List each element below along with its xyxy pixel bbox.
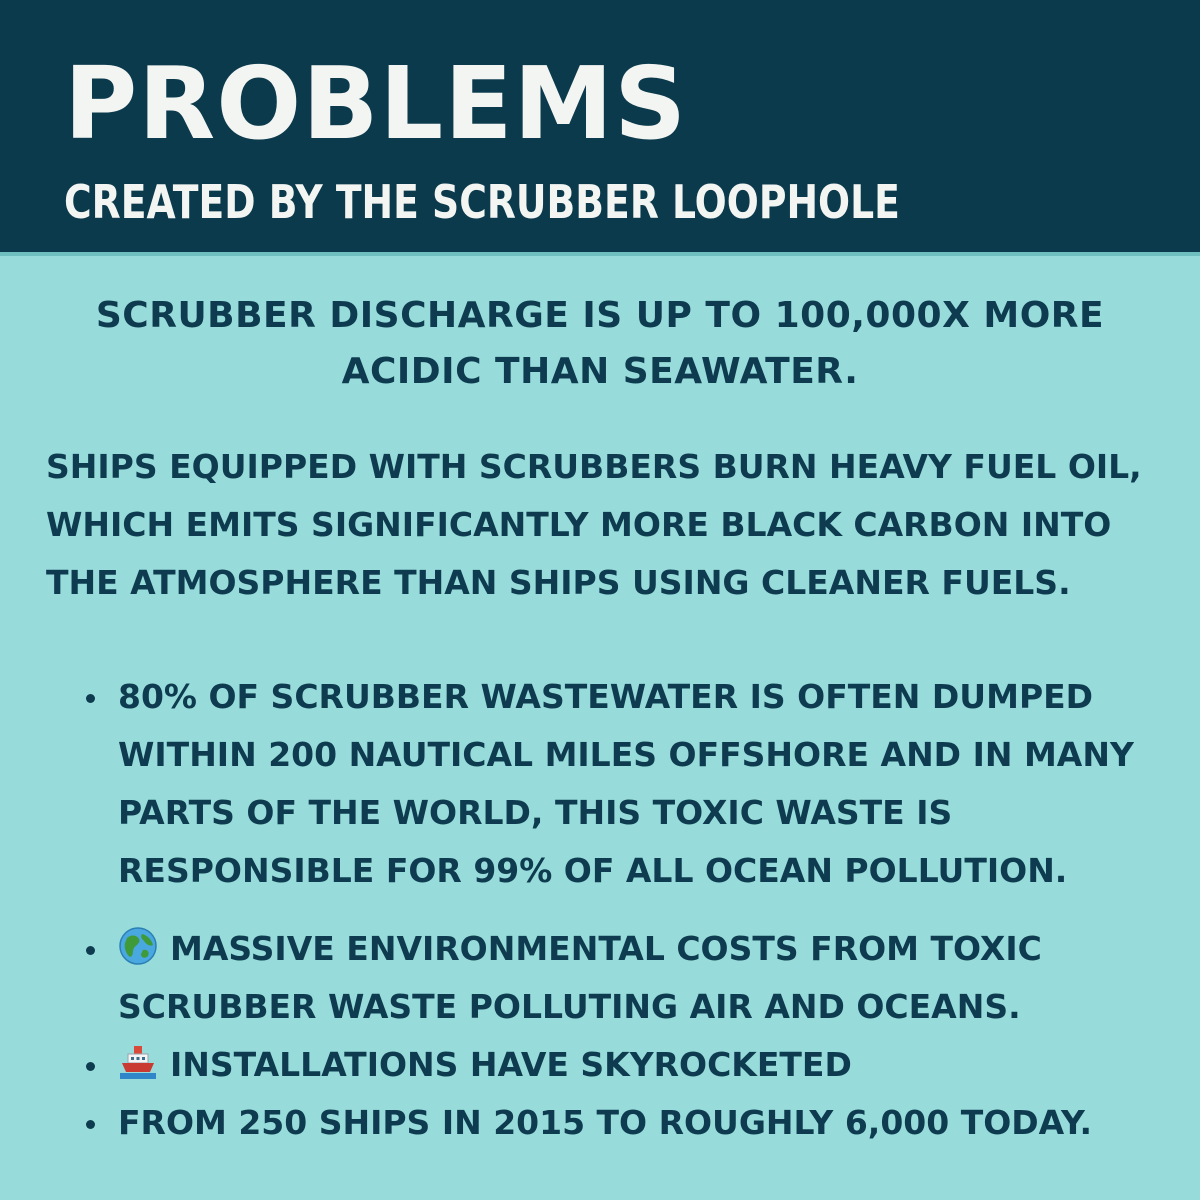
lead-line: ACIDIC THAN SEAWATER. (341, 351, 859, 392)
list-item (80, 668, 1160, 900)
paragraph-line: WHICH EMITS SIGNIFICANTLY MORE BLACK CARBON INTO (46, 505, 1112, 544)
list-item (80, 920, 1160, 1036)
list-item (80, 1094, 1160, 1152)
page-subtitle: CREATED BY THE SCRUBBER LOOPHOLE (64, 175, 900, 229)
list-item-line: PARTS OF THE WORLD, THIS TOXIC WASTE IS (118, 793, 953, 832)
list-item-line: RESPONSIBLE FOR 99% OF ALL OCEAN POLLUTION. (118, 851, 1068, 890)
lead-line: SCRUBBER DISCHARGE IS UP TO 100,000X MORE (95, 295, 1105, 336)
list-item-line: 80% OF SCRUBBER WASTEWATER IS OFTEN DUMPED (118, 677, 1094, 716)
black-carbon-paragraph (46, 438, 1166, 612)
paragraph-line: THE ATMOSPHERE THAN SHIPS USING CLEANER FUELS. (46, 563, 1071, 602)
lead-statement (60, 288, 1140, 400)
list-item (80, 1036, 1160, 1094)
list-item-line: SCRUBBER WASTE POLLUTING AIR AND OCEANS. (118, 987, 1021, 1026)
ship-icon (118, 1042, 158, 1082)
page-title: PROBLEMS (64, 45, 688, 162)
problem-list (80, 668, 1160, 1152)
list-item-line: FROM 250 SHIPS IN 2015 TO ROUGHLY 6,000 TODAY. (118, 1103, 1092, 1142)
list-item-line: MASSIVE ENVIRONMENTAL COSTS FROM TOXIC (170, 929, 1042, 968)
list-item-line: WITHIN 200 NAUTICAL MILES OFFSHORE AND IN MANY (118, 735, 1134, 774)
paragraph-line: SHIPS EQUIPPED WITH SCRUBBERS BURN HEAVY FUEL OIL, (46, 447, 1142, 486)
header-banner (0, 0, 1200, 256)
globe-icon (118, 926, 158, 966)
list-item-line: INSTALLATIONS HAVE SKYROCKETED (170, 1045, 852, 1084)
